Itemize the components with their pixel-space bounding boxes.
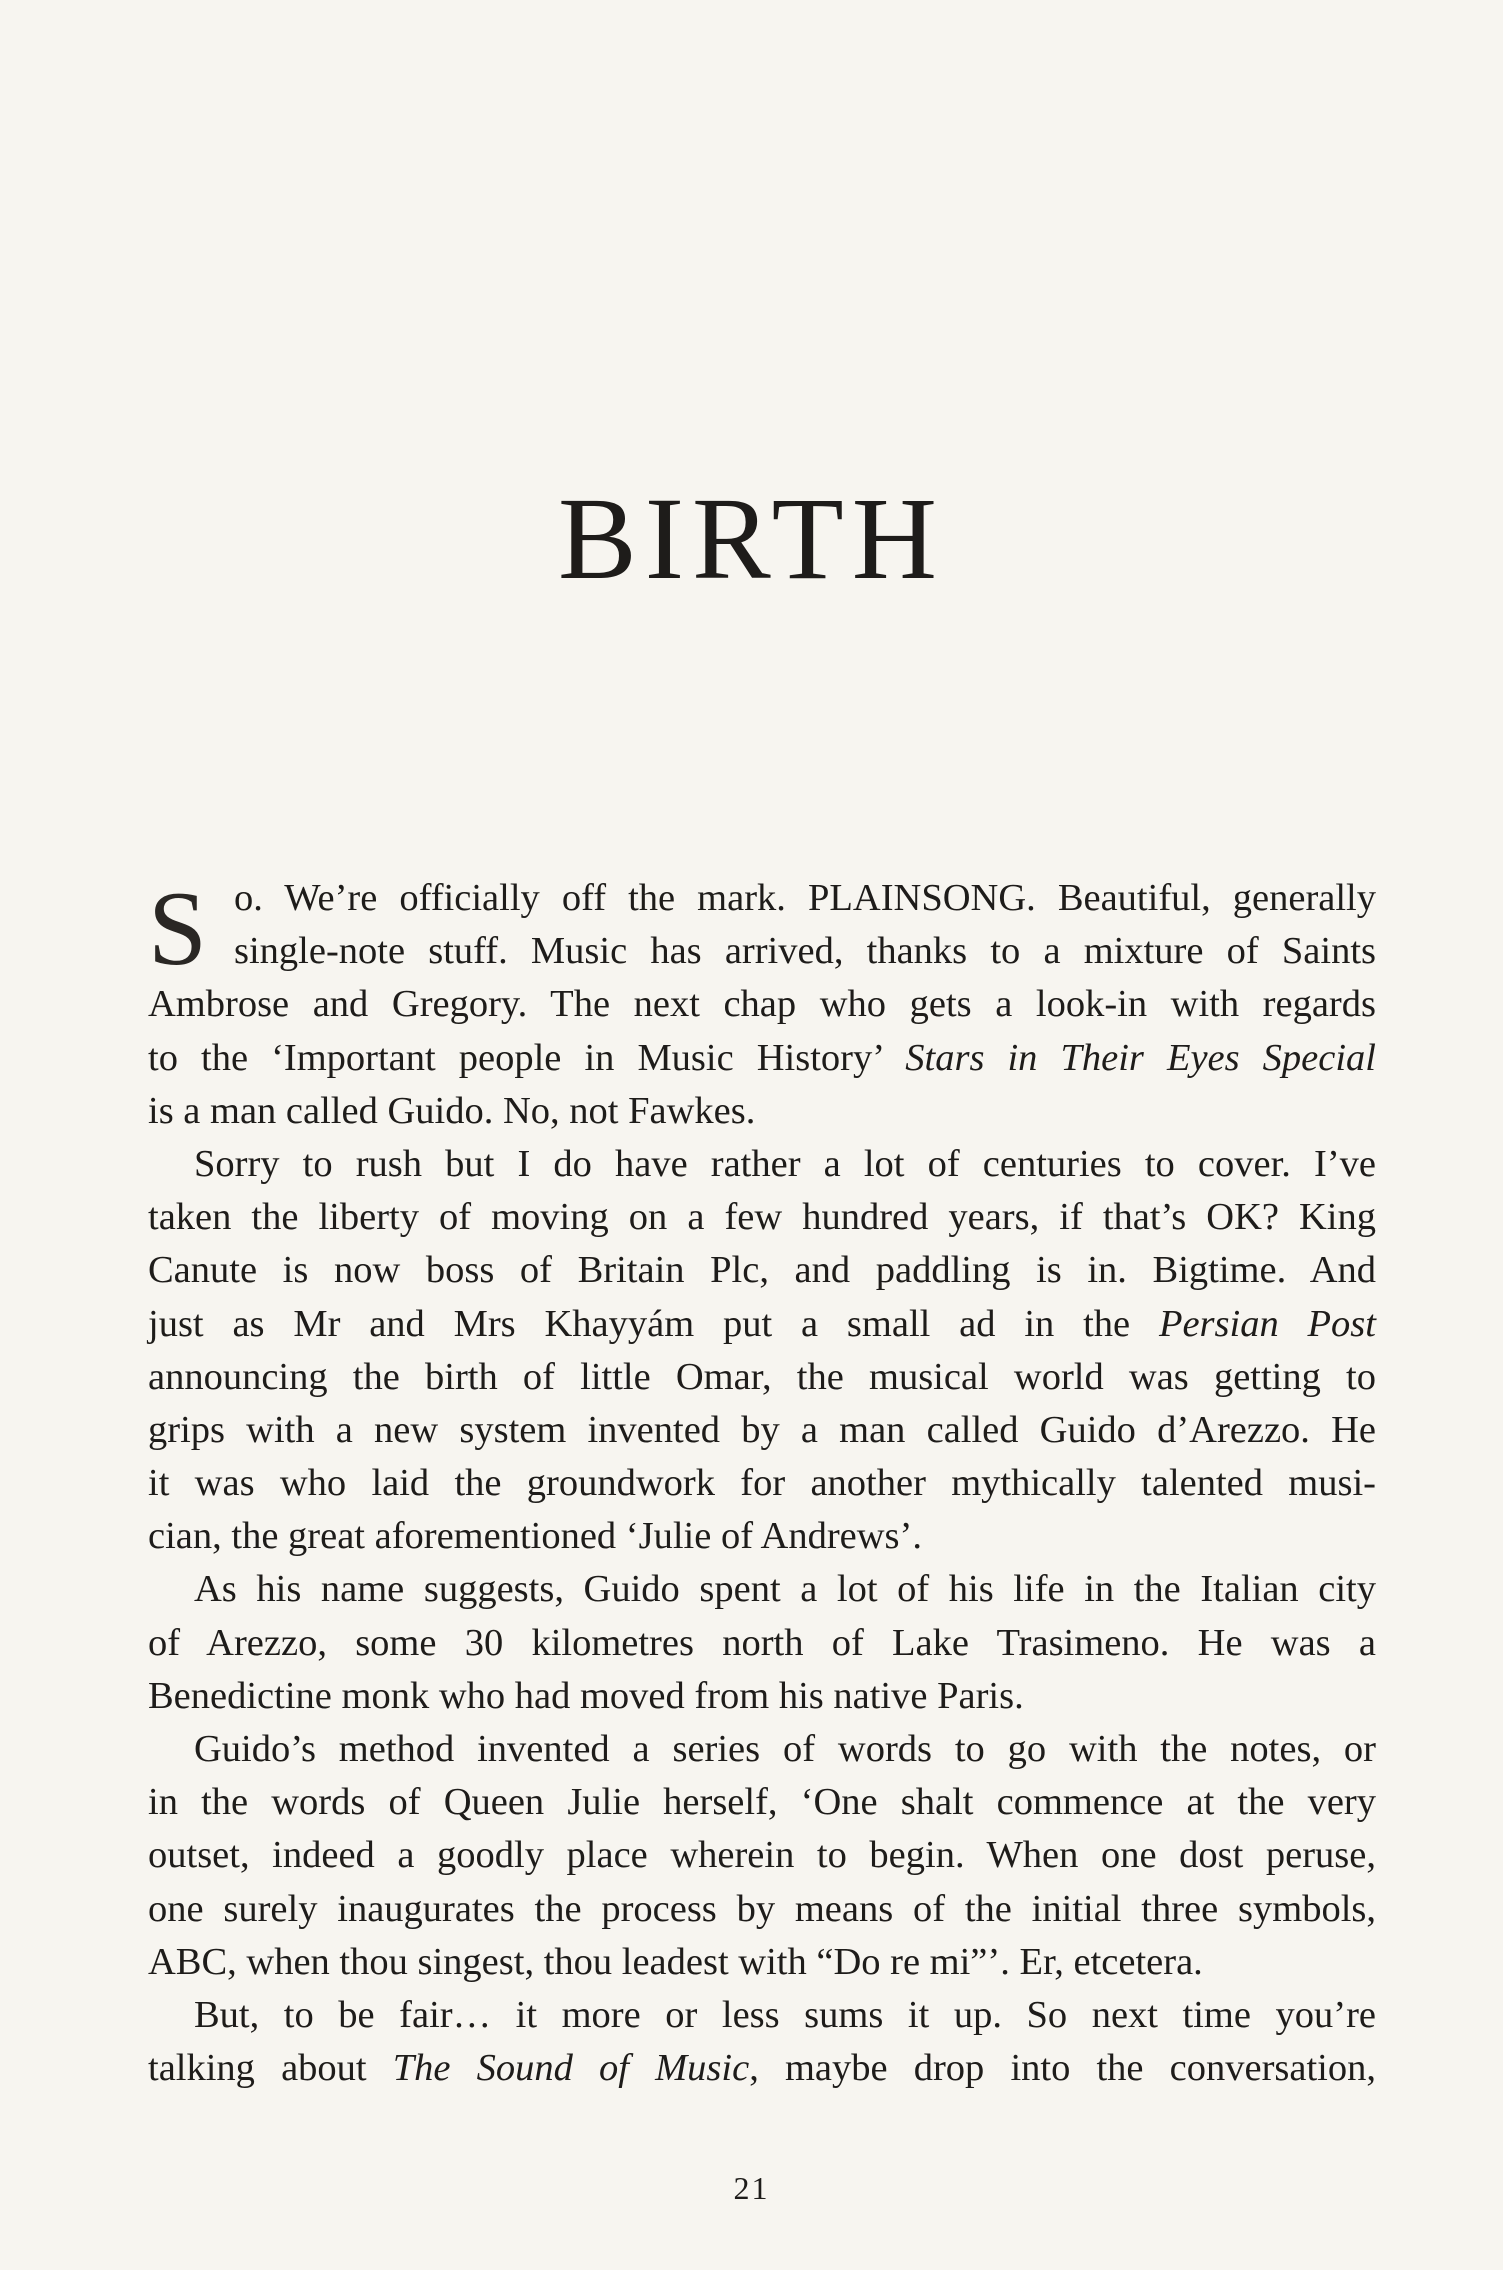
text-line: Sorry to rush but I do have rather a lot of centuries to cover. I’ve bbox=[194, 1142, 1376, 1185]
drop-cap: S bbox=[148, 870, 207, 987]
text-line bbox=[148, 1032, 1376, 1085]
text-line: one surely inaugurates the process by means of the initial three symbols, bbox=[148, 1887, 1376, 1930]
text-line: grips with a new system invented by a man called Guido d’Arezzo. He bbox=[148, 1408, 1376, 1451]
text-run: just as Mr and Mrs Khayyám put a small ad in the bbox=[148, 1302, 1159, 1345]
text-line: Guido’s method invented a series of words to go with the notes, or bbox=[194, 1728, 1376, 1770]
text-line bbox=[148, 1298, 1376, 1351]
text-run: talking about bbox=[148, 2047, 393, 2090]
text-run: to the ‘Important people in Music History’ bbox=[148, 1036, 906, 1079]
page-number: 21 bbox=[733, 2170, 770, 2206]
text-line: in the words of Queen Julie herself, ‘One shalt commence at the very bbox=[148, 1781, 1376, 1824]
text-line: announcing the birth of little Omar, the musical world was getting to bbox=[148, 1355, 1376, 1398]
italic-title: Stars in Their Eyes Special bbox=[905, 1036, 1376, 1079]
text-line: of Arezzo, some 30 kilometres north of Lake Trasimeno. He was a bbox=[148, 1621, 1376, 1664]
text-line: As his name suggests, Guido spent a lot of his life in the Italian city bbox=[194, 1568, 1376, 1611]
text-line: Benedictine monk who had moved from his native Paris. bbox=[148, 1674, 1024, 1717]
text-line: But, to be fair… it more or less sums it up. So next time you’re bbox=[194, 1993, 1376, 2036]
chapter-title: BIRTH bbox=[558, 473, 945, 604]
text-line: taken the liberty of moving on a few hundred years, if that’s OK? King bbox=[148, 1196, 1376, 1239]
text-line: it was who laid the groundwork for another mythically talented musi- bbox=[148, 1462, 1376, 1505]
text-line: single-note stuff. Music has arrived, thanks to a mixture of Saints bbox=[234, 930, 1376, 973]
text-line: is a man called Guido. No, not Fawkes. bbox=[148, 1089, 756, 1132]
italic-title: The Sound of Music bbox=[392, 2047, 750, 2090]
paragraph-1 bbox=[148, 872, 1376, 1138]
body-text bbox=[148, 872, 1376, 2095]
text-line bbox=[148, 2042, 1376, 2095]
text-run: , maybe drop into the conversation, bbox=[749, 2047, 1376, 2090]
text-line: outset, indeed a goodly place wherein to begin. When one dost peruse, bbox=[148, 1834, 1376, 1877]
text-line: Canute is now boss of Britain Plc, and paddling is in. Bigtime. And bbox=[148, 1249, 1376, 1292]
paragraph-4 bbox=[148, 1723, 1376, 1989]
text-line: cian, the great aforementioned ‘Julie of Andrews’. bbox=[148, 1515, 922, 1558]
paragraph-3 bbox=[148, 1563, 1376, 1723]
italic-title: Persian Post bbox=[1158, 1302, 1376, 1345]
text-line: Ambrose and Gregory. The next chap who gets a look-in with regards bbox=[148, 983, 1376, 1026]
paragraph-2 bbox=[148, 1138, 1376, 1564]
text-line: o. We’re officially off the mark. PLAINSONG. Beautiful, generally bbox=[234, 877, 1376, 919]
paragraph-5 bbox=[148, 1989, 1376, 2095]
text-line: ABC, when thou singest, thou leadest with “Do re mi”’. Er, etcetera. bbox=[148, 1940, 1203, 1983]
